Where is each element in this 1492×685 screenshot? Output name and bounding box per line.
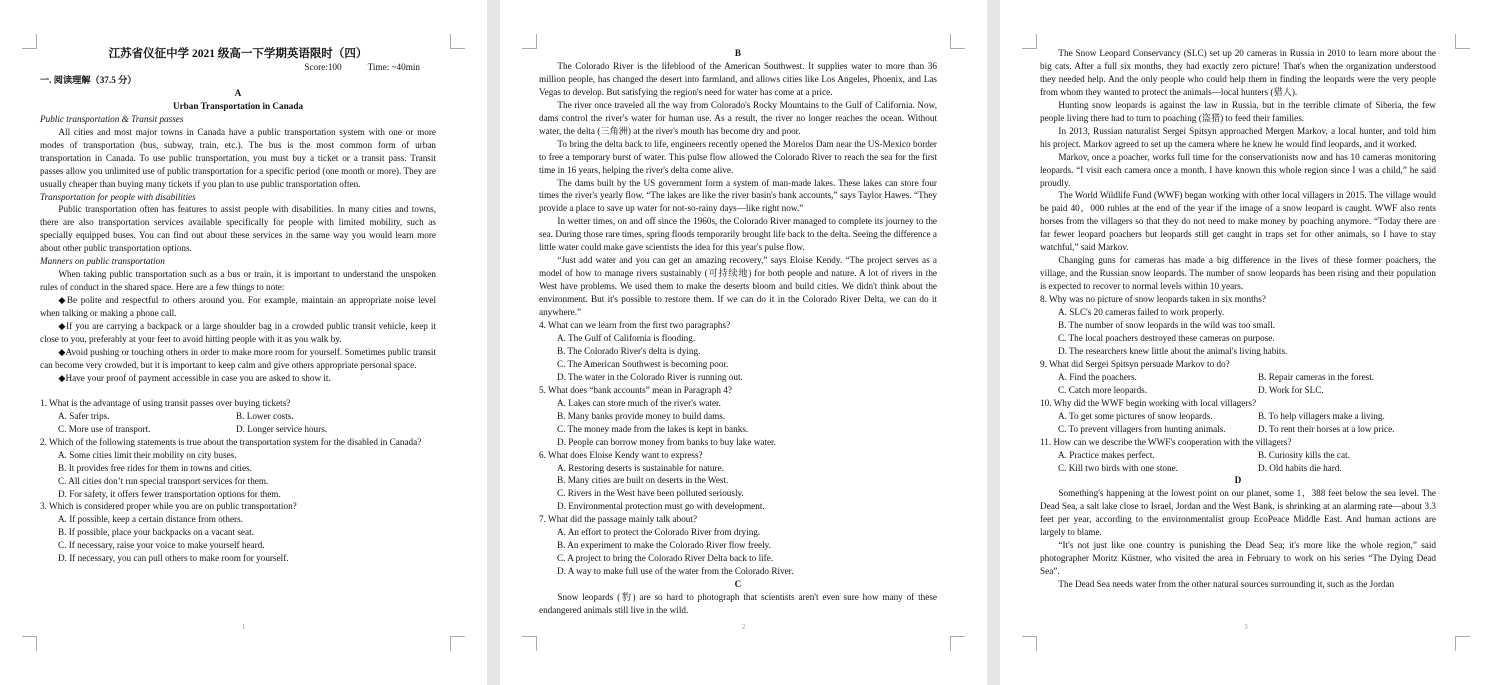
option: C. More use of transport.	[58, 423, 151, 434]
crop-mark	[950, 636, 965, 651]
option: C. To prevent villagers from hunting animals.	[1058, 423, 1226, 434]
question: 1. What is the advantage of using transit passes over buying tickets?	[40, 397, 291, 408]
crop-mark	[450, 636, 465, 651]
option: D. The water in the Colorado River is running out.	[557, 371, 743, 382]
question: 2. Which of the following statements is true about the transportation system for the disabled in Canada?	[40, 436, 422, 447]
option: C. The money made from the lakes is kept in banks.	[557, 423, 749, 434]
option: D. For safety, it offers fewer transportation options for them.	[58, 488, 281, 499]
option: B. Lower costs.	[236, 410, 294, 421]
crop-mark	[22, 34, 37, 49]
option: A. SLC's 20 cameras failed to work properly.	[1058, 307, 1225, 318]
page-3-content	[1040, 47, 1436, 591]
paragraph: Something's happening at the lowest point on our planet, some 1，388 feet below the sea level. The Dead Sea, a salt lake close to Israel, Jordan and the West Bank, is shrinking at an alarming rate—about 3.3 feet per year, according to the environmentalist group EcoPeace Middle East. And human actions are largely to blame.	[1040, 488, 1436, 538]
paragraph: All cities and most major towns in Canada have a public transportation system with one or more modes of transportation (bus, subway, train, etc.). The bus is the most common form of urban transportation in Canada. To use public transportation, you must buy a ticket or a transit pass. Transit passes allow you unlimited use of public transportation for a specific period (one month or more). They are usually cheaper than buying many tickets if you plan to use public transportation often.	[40, 126, 436, 189]
option: A. Lakes can store much of the river's water.	[557, 397, 721, 408]
subheading: Transportation for people with disabilities	[40, 191, 196, 202]
crop-mark	[1022, 34, 1037, 49]
option: B. Repair cameras in the forest.	[1258, 371, 1375, 382]
question: 9. What did Sergei Spitsyn persuade Markov to do?	[1040, 358, 1230, 369]
option: D. The researchers knew little about the animal's living habits.	[1058, 345, 1288, 356]
bullet-item: ◆Be polite and respectful to others around you. For example, maintain an appropriate noise level when talking or making a phone call.	[40, 295, 436, 319]
option: A. The Gulf of California is flooding.	[557, 332, 696, 343]
paragraph: In 2013, Russian naturalist Sergei Spitsyn approached Mergen Markov, a local hunter, and told him his project. Markov agreed to set up the camera where he knew he would find leopards, and it worked.	[1040, 125, 1436, 149]
page-2-content	[539, 47, 937, 617]
passage-letter: A	[234, 87, 242, 98]
question: 8. Why was no picture of snow leopards taken in six months?	[1040, 294, 1266, 305]
option: A. Restoring deserts is sustainable for nature.	[557, 462, 724, 473]
option: D. Longer service hours.	[236, 423, 328, 434]
question: 10. Why did the WWF begin working with local villagers?	[1040, 397, 1257, 408]
option: B. If possible, place your backpacks on a vacant seat.	[58, 527, 254, 538]
option-row	[1040, 423, 1436, 436]
option: C. Rivers in the West have been polluted seriously.	[557, 488, 744, 499]
option: A. An effort to protect the Colorado River from drying.	[557, 527, 761, 538]
paragraph: The Colorado River is the lifeblood of the American Southwest. It supplies water to more than 36 million people, has changed the desert into farmland, and allows cities like Los Angeles, Phoenix, and Las Vegas to develop. But satisfying the region's need for water has come at a price.	[539, 60, 937, 97]
option: D. A way to make full use of the water from the Colorado River.	[557, 566, 794, 577]
crop-mark	[1022, 636, 1037, 651]
question: 7. What did the passage mainly talk about?	[539, 514, 698, 525]
page-number: 1	[241, 623, 246, 631]
option: B. An experiment to make the Colorado River flow freely.	[557, 540, 771, 551]
paragraph: The dams built by the US government form a system of man-made lakes. These lakes can store four times the river's yearly flow. “The lakes are like the river basin's bank accounts,” says Taylor Hawes. “They provide a place to save up water for not-so-rainy days—like right now.”	[539, 177, 937, 214]
option-row	[1040, 462, 1436, 475]
paragraph: In wetter times, on and off since the 1960s, the Colorado River managed to complete its journey to the sea. During those rare times, spring floods temporarily brought life back to the delta. Seeing the difference a little water could make gave scientists the idea for this year's pulse flow.	[539, 216, 937, 253]
page-1-content	[40, 47, 436, 565]
crop-mark	[22, 636, 37, 651]
passage-title: Urban Transportation in Canada	[172, 100, 304, 111]
question: 11. How can we describe the WWF's cooperation with the villagers?	[1040, 436, 1292, 447]
option: B. Many cities are built on deserts in the West.	[557, 475, 729, 486]
passage-letter: B	[734, 48, 742, 58]
paragraph: The World Wildlife Fund (WWF) began working with other local villagers in 2015. The village would be paid 40，000 rubles at the end of the year if the image of a snow leopard is caught. WWF also rents horses from the villagers so that they do not need to make money by poaching anymore. “Today there are far fewer leopard poachers but leopards still get caught in traps set for other animals, so I have to stay watchful,” said Markov.	[1040, 190, 1436, 253]
subheading: Manners on public transportation	[40, 256, 165, 267]
page-number: 3	[1244, 623, 1248, 631]
option: B. It provides free rides for them in towns and cities.	[58, 462, 252, 473]
option: A. Safer trips.	[58, 410, 110, 421]
option: B. To help villagers make a living.	[1258, 410, 1385, 421]
exam-title: 江苏省仪征中学 2021 级高一下学期英语限时（四）	[108, 48, 368, 60]
paragraph: Markov, once a poacher, works full time for the conservationists now and has 10 cameras monitoring leopards. “I visit each camera once a month. I have known this whole region since I was a child,” he said proudly.	[1040, 151, 1436, 188]
page-number: 2	[741, 623, 746, 631]
option: D. People can borrow money from banks to buy lake water.	[557, 436, 776, 447]
option: B. The number of snow leopards in the wild was too small.	[1058, 320, 1275, 331]
spacer	[40, 385, 436, 397]
paragraph: When taking public transportation such as a bus or train, it is important to understand the unspoken rules of conduct in the shared space. Here are a few things to note:	[40, 269, 436, 293]
paragraph: Changing guns for cameras has made a big difference in the lives of these former poachers, the village, and the Russian snow leopards. The number of snow leopards has been rising and their population is expected to recover to normal levels within 10 years.	[1040, 255, 1436, 292]
paragraph: “It's not just like one country is punishing the Dead Sea; it's more like the whole region,” said photographer Moritz Küstner, who visited the area in February to work on his series “The Dying Dead Sea”.	[1040, 540, 1436, 577]
question: 4. What can we learn from the first two paragraphs?	[539, 320, 731, 331]
passage-letter: D	[1234, 475, 1242, 486]
option: D. If necessary, you can pull others to make room for yourself.	[58, 553, 289, 564]
paragraph: Hunting snow leopards is against the law in Russia, but in the terrible climate of Siberia, the few people living there had to turn to poaching (盗猎) to feed their families.	[1040, 99, 1436, 123]
section-heading: 一. 阅读理解（37.5 分）	[40, 74, 137, 85]
question: 6. What does Eloise Kendy want to express?	[539, 449, 703, 460]
bullet-item: ◆Have your proof of payment accessible in case you are asked to show it.	[58, 372, 331, 383]
time: Time: ~40min	[367, 62, 420, 72]
option-row	[1040, 384, 1436, 397]
bullet-item: ◆If you are carrying a backpack or a large shoulder bag in a crowded public transit vehicle, keep it close to you, preferably at your feet to avoid hitting people with it as you walk by.	[40, 321, 436, 345]
crop-mark	[522, 636, 537, 651]
option: B. The Colorado River's delta is dying.	[557, 345, 701, 356]
option: A. To get some pictures of snow leopards.	[1058, 410, 1213, 421]
option-row	[40, 410, 436, 423]
option: D. Environmental protection must go with development.	[557, 501, 765, 512]
option-row	[1040, 410, 1436, 423]
option: A. Practice makes perfect.	[1058, 449, 1155, 460]
option-row	[1040, 371, 1436, 384]
option: A. Find the poachers.	[1058, 371, 1137, 382]
option: D. To rent their horses at a low price.	[1258, 423, 1395, 434]
score-time-line	[40, 61, 436, 74]
option: C. Kill two birds with one stone.	[1058, 462, 1178, 473]
option: C. A project to bring the Colorado River Delta back to life.	[557, 553, 774, 564]
option: C. The American Southwest is becoming poor.	[557, 358, 729, 369]
option: C. All cities don’t run special transport services for them.	[58, 475, 269, 486]
passage-letter: C	[734, 579, 742, 590]
crop-mark	[1455, 34, 1470, 49]
paragraph: Snow leopards (豹) are so hard to photograph that scientists aren't even sure how many of these endangered animals still live in the wild.	[539, 592, 937, 615]
question: 3. Which is considered proper while you are on public transportation?	[40, 501, 297, 512]
option: A. Some cities limit their mobility on city buses.	[58, 449, 237, 460]
crop-mark	[522, 34, 537, 49]
option: A. If possible, keep a certain distance from others.	[58, 514, 243, 525]
paragraph: To bring the delta back to life, engineers recently opened the Morelos Dam near the US-Mexico border to free a temporary burst of water. This pulse flow allowed the Colorado River to reach the sea for the first time in 16 years, helping the river's delta come alive.	[539, 138, 937, 175]
option: C. The local poachers destroyed these cameras on purpose.	[1058, 332, 1275, 343]
option: D. Old habits die hard.	[1258, 462, 1342, 473]
crop-mark	[450, 34, 465, 49]
option: C. If necessary, raise your voice to make yourself heard.	[58, 540, 265, 551]
score: Score:100	[304, 62, 342, 72]
option-row	[40, 423, 436, 436]
option: B. Many banks provide money to build dams.	[557, 410, 726, 421]
paragraph: The Snow Leopard Conservancy (SLC) set up 20 cameras in Russia in 2010 to learn more about the big cats. After a full six months, they had exactly zero picture! That's when the organization understood they needed help. And the only people who could help them in finding the leopards were the very people from whom they wanted to protect the animals—local hunters (猎人).	[1040, 48, 1436, 97]
option: C. Catch more leopards.	[1058, 384, 1148, 395]
paragraph: The Dead Sea needs water from the other natural sources surrounding it, such as the Jordan	[1058, 579, 1395, 590]
paragraph: “Just add water and you can get an amazing recovery,” says Eloise Kendy. “The project serves as a model of how to manage rivers sustainably (可持续地) for both people and nature. A lot of rivers in the West have problems. We used them to make the deserts bloom and build cities. We didn't think about the environment. But it's possible to restore them. If we can do it in the Colorado River Delta, we can do it anywhere.”	[539, 255, 937, 318]
question: 5. What does “bank accounts” mean in Paragraph 4?	[539, 384, 732, 395]
crop-mark	[1455, 636, 1470, 651]
document-page-2	[500, 0, 987, 685]
paragraph: The river once traveled all the way from Colorado's Rocky Mountains to the Gulf of California. Now, dams control the river's water for human use. As a result, the river no longer reaches the ocean. Without water, the delta (三角洲) at the river's mouth has become dry and poor.	[539, 99, 937, 136]
bullet-item: ◆Avoid pushing or touching others in order to make more room for yourself. Sometimes public transit can become very crowded, but it is important to keep calm and give others appropriate personal space.	[40, 346, 436, 370]
option: D. Work for SLC.	[1258, 384, 1324, 395]
option: B. Curiosity kills the cat.	[1258, 449, 1350, 460]
paragraph: Public transportation often has features to assist people with disabilities. In many cities and towns, there are also transportation services available specifically for people with limited mobility, such as specially equipped buses. You can find out about these services in the same way you would learn more about other public transportation options.	[40, 204, 436, 254]
crop-mark	[950, 34, 965, 49]
document-page-1	[0, 0, 487, 685]
document-page-3	[1000, 0, 1492, 685]
subheading: Public transportation & Transit passes	[40, 113, 184, 124]
option-row	[1040, 449, 1436, 462]
